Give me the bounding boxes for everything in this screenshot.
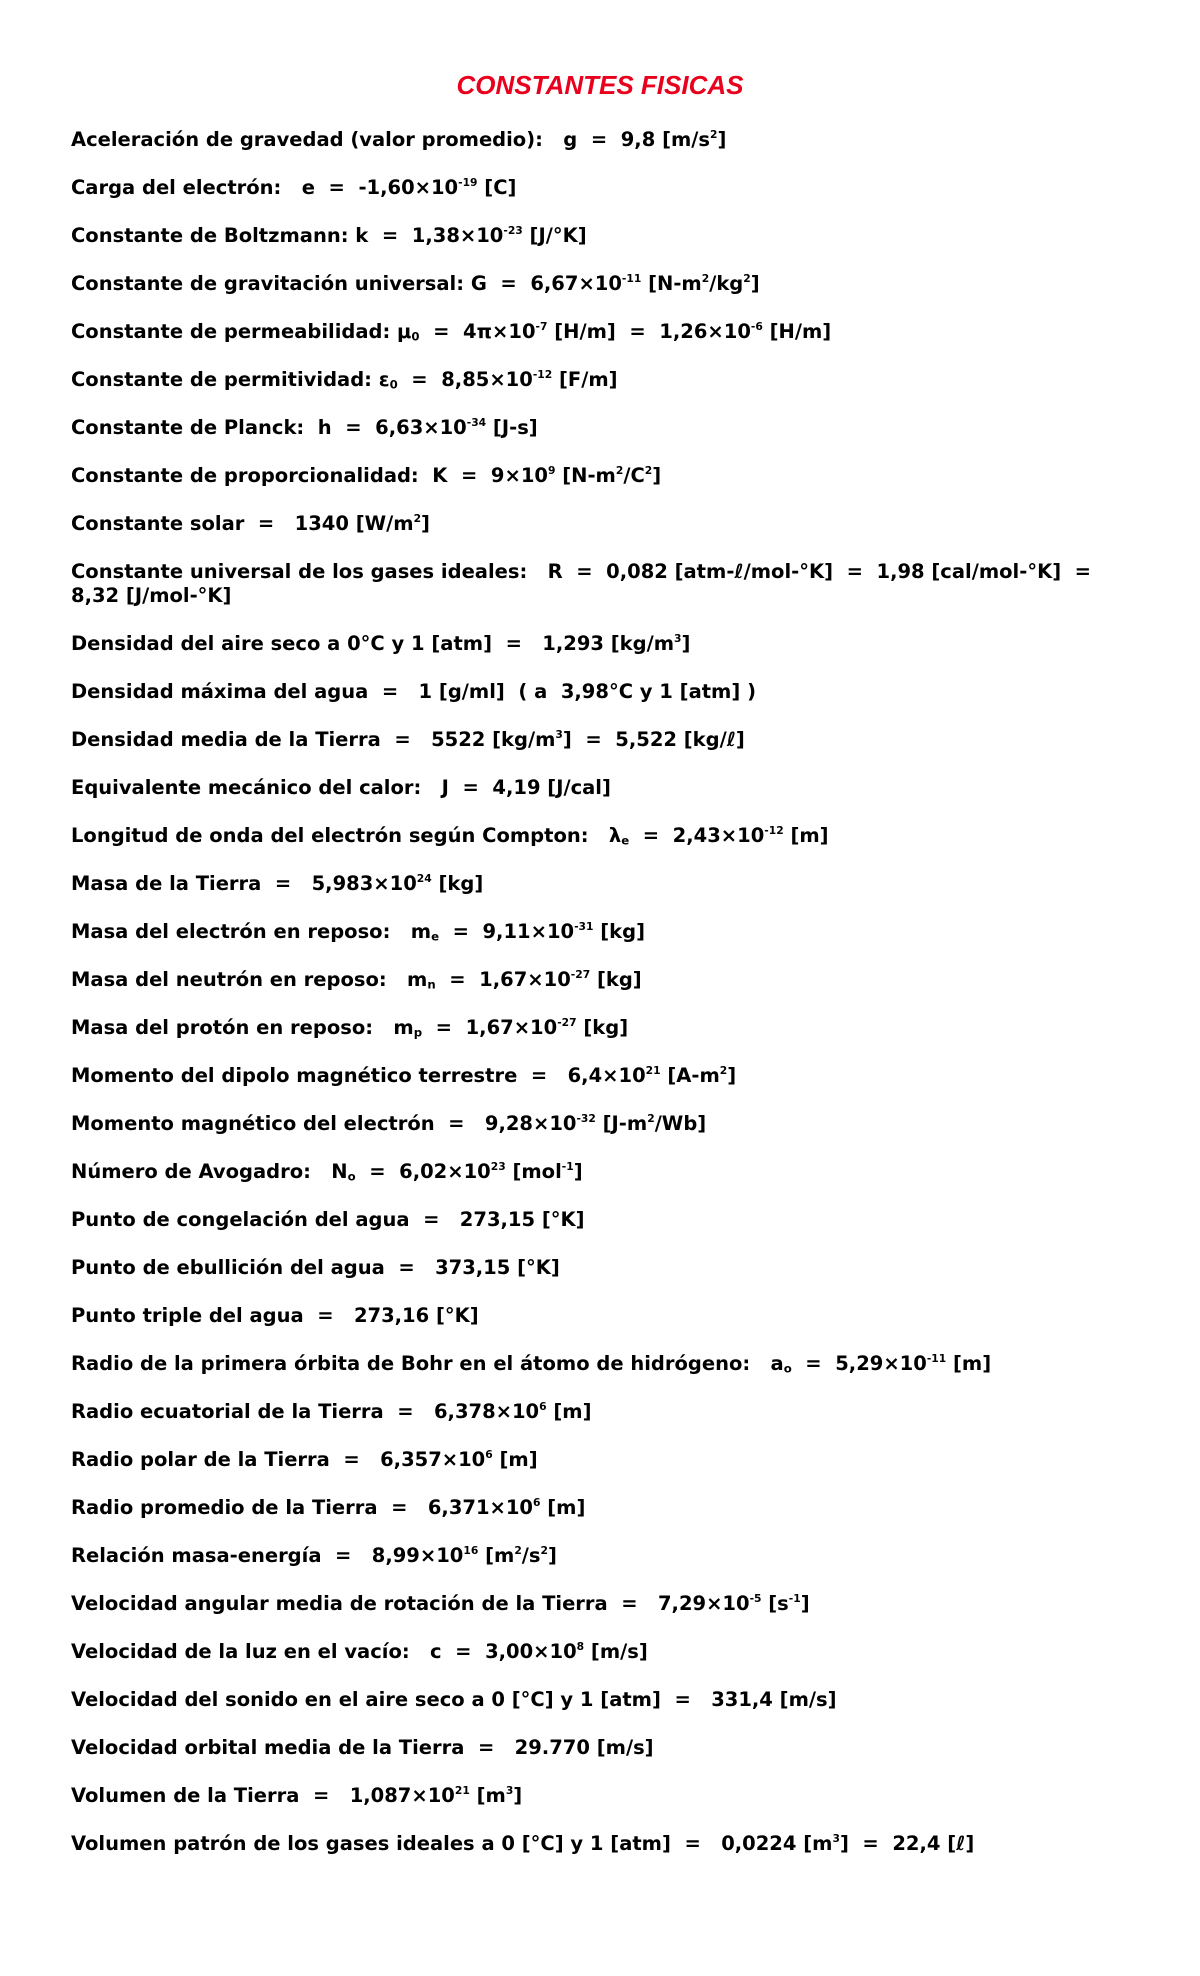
constant-text: Punto de congelación del agua = 273,15 [°K] [71, 1208, 585, 1231]
subscript: e [621, 833, 630, 848]
superscript: 16 [463, 1543, 479, 1557]
constant-item [71, 416, 1129, 440]
constant-text: [N-m [641, 272, 702, 295]
constant-text: Constante de Planck: h = 6,63×10 [71, 416, 467, 439]
subscript: o [783, 1361, 792, 1376]
superscript: 3 [555, 727, 563, 741]
constant-text: Constante de proporcionalidad: K = 9×10 [71, 464, 548, 487]
constant-text: [m] [540, 1496, 586, 1519]
constant-text: Constante de gravitación universal: G = 6,67×10 [71, 272, 622, 295]
superscript: 2 [644, 463, 653, 477]
superscript: -1 [788, 1591, 801, 1605]
superscript: 2 [540, 1543, 548, 1557]
constant-item [71, 1736, 1129, 1760]
constant-text: Longitud de onda del electrón según Compton: λ [71, 824, 622, 847]
constant-text: Constante universal de los gases ideales: R = 0,082 [atm-ℓ/mol-°K] = 1,98 [cal/mol-°K] = 8,32 [J/mol-°K] [71, 560, 1105, 607]
constant-item [71, 560, 1129, 608]
constant-item [71, 728, 1129, 752]
superscript: -34 [466, 415, 487, 429]
subscript: 0 [411, 329, 420, 344]
constant-item [71, 968, 1129, 992]
constant-text: Aceleración de gravedad (valor promedio): g = 9,8 [m/s [71, 128, 711, 151]
constant-text: [kg] [593, 920, 646, 943]
superscript: 2 [413, 511, 422, 525]
superscript: 6 [485, 1447, 493, 1461]
superscript: 2 [710, 127, 718, 141]
constant-text: ] = 22,4 [ℓ] [839, 1832, 975, 1855]
superscript: 2 [514, 1543, 522, 1557]
constant-text: Velocidad de la luz en el vacío: c = 3,00×10 [71, 1640, 577, 1663]
constant-text: ] = 5,522 [kg/ℓ] [562, 728, 745, 751]
superscript: 3 [674, 631, 682, 645]
constant-text: ] [547, 1544, 557, 1567]
constant-text: = 1,67×10 [422, 1016, 558, 1039]
constant-text: [mol [505, 1160, 562, 1183]
constant-item [71, 128, 1129, 152]
constant-item [71, 632, 1129, 656]
superscript: -23 [503, 223, 523, 237]
constant-text: = 5,29×10 [791, 1352, 927, 1375]
constant-text: ] [513, 1784, 523, 1807]
superscript: -19 [458, 175, 478, 189]
constant-text: [kg] [590, 968, 642, 991]
superscript: -11 [926, 1351, 947, 1365]
constant-text: Volumen patrón de los gases ideales a 0 [°C] y 1 [atm] = 0,0224 [m [71, 1832, 833, 1855]
constant-text: /kg [709, 272, 744, 295]
superscript: -27 [557, 1015, 577, 1029]
constant-item [71, 1688, 1129, 1712]
constant-text: ] [750, 272, 760, 295]
superscript: 9 [547, 463, 556, 477]
subscript: 0 [389, 377, 398, 392]
constant-text: = 8,85×10 [397, 368, 533, 391]
constant-text: Número de Avogadro: N [71, 1160, 348, 1183]
constant-text: Densidad del aire seco a 0°C y 1 [atm] = 1,293 [kg/m [71, 632, 675, 655]
subscript: n [427, 977, 436, 992]
superscript: -32 [576, 1111, 596, 1125]
superscript: -1 [561, 1159, 574, 1173]
constant-text: Momento magnético del electrón = 9,28×10 [71, 1112, 577, 1135]
constant-item [71, 1448, 1129, 1472]
constant-text: = 6,02×10 [355, 1160, 491, 1183]
constant-item [71, 176, 1129, 200]
constant-text: Radio de la primera órbita de Bohr en el átomo de hidrógeno: a [71, 1352, 784, 1375]
constant-item [71, 776, 1129, 800]
constant-text: = 2,43×10 [629, 824, 765, 847]
constant-text: [m [469, 1784, 506, 1807]
constant-text: [m] [492, 1448, 538, 1471]
constant-item [71, 1160, 1129, 1184]
superscript: 2 [719, 1063, 728, 1077]
constants-list [71, 128, 1129, 1880]
superscript: -27 [570, 967, 591, 981]
constant-text: Constante de permeabilidad: μ [71, 320, 412, 343]
constant-item [71, 824, 1129, 848]
constant-text: = 1,67×10 [435, 968, 571, 991]
constant-text: Punto de ebullición del agua = 373,15 [°K] [71, 1256, 560, 1279]
superscript: 24 [416, 871, 432, 885]
constant-item [71, 464, 1129, 488]
superscript: 21 [454, 1783, 470, 1797]
superscript: 2 [743, 271, 751, 285]
subscript: p [413, 1025, 423, 1040]
subscript: o [347, 1169, 356, 1184]
superscript: 2 [701, 271, 710, 285]
superscript: 21 [645, 1063, 661, 1077]
constant-text: Carga del electrón: e = -1,60×10 [71, 176, 459, 199]
constant-text: [J/°K] [522, 224, 587, 247]
constant-text: ] [717, 128, 727, 151]
constant-text: ] [800, 1592, 810, 1615]
constant-text: [H/m] = 1,26×10 [547, 320, 751, 343]
superscript: 8 [576, 1639, 585, 1653]
constant-item [71, 1832, 1129, 1856]
superscript: 23 [490, 1159, 506, 1173]
constant-item [71, 272, 1129, 296]
constant-text: Radio polar de la Tierra = 6,357×10 [71, 1448, 486, 1471]
constant-text: Velocidad angular media de rotación de la Tierra = 7,29×10 [71, 1592, 750, 1615]
constant-text: Relación masa-energía = 8,99×10 [71, 1544, 464, 1567]
constant-text: [kg] [431, 872, 484, 895]
constant-text: ] [421, 512, 430, 535]
constant-item [71, 1016, 1129, 1040]
superscript: 2 [647, 1111, 655, 1125]
constant-item [71, 1256, 1129, 1280]
constant-text: Radio promedio de la Tierra = 6,371×10 [71, 1496, 533, 1519]
constant-text: /Wb] [654, 1112, 707, 1135]
constant-item [71, 872, 1129, 896]
constant-text: [J-m [595, 1112, 648, 1135]
superscript: -31 [574, 919, 594, 933]
constant-text: Masa del neutrón en reposo: m [71, 968, 428, 991]
constant-item [71, 680, 1129, 704]
constant-item [71, 368, 1129, 392]
superscript: 3 [832, 1831, 840, 1845]
constant-text: = 4π×10 [419, 320, 536, 343]
constant-item [71, 1112, 1129, 1136]
constant-text: [F/m] [552, 368, 618, 391]
constant-text: [N-m [555, 464, 616, 487]
constant-item [71, 1592, 1129, 1616]
constant-text: [m [478, 1544, 515, 1567]
constant-text: Radio ecuatorial de la Tierra = 6,378×10 [71, 1400, 540, 1423]
constant-text: Masa del protón en reposo: m [71, 1016, 414, 1039]
superscript: -11 [621, 271, 642, 285]
constant-text: [A-m [660, 1064, 720, 1087]
superscript: 6 [533, 1495, 541, 1509]
constant-text: Equivalente mecánico del calor: J = 4,19 [J/cal] [71, 776, 611, 799]
constant-item [71, 1640, 1129, 1664]
superscript: -5 [749, 1591, 762, 1605]
superscript: 6 [539, 1399, 547, 1413]
constant-text: ] [727, 1064, 737, 1087]
constant-text: ] [652, 464, 662, 487]
constant-text: [m/s] [584, 1640, 648, 1663]
constant-text: Velocidad orbital media de la Tierra = 29.770 [m/s] [71, 1736, 654, 1759]
constant-item [71, 512, 1129, 536]
constant-text: [s [761, 1592, 789, 1615]
constant-text: Momento del dipolo magnético terrestre = 6,4×10 [71, 1064, 646, 1087]
subscript: e [431, 929, 439, 944]
constant-text: Densidad máxima del agua = 1 [g/ml] ( a 3,98°C y 1 [atm] ) [71, 680, 756, 703]
page-title: CONSTANTES FISICAS [456, 70, 744, 100]
constant-text: Densidad media de la Tierra = 5522 [kg/m [71, 728, 556, 751]
constant-text: Constante de permitividad: ε [71, 368, 390, 391]
constant-item [71, 920, 1129, 944]
constant-text: Velocidad del sonido en el aire seco a 0 [°C] y 1 [atm] = 331,4 [m/s] [71, 1688, 837, 1711]
constant-text: [m] [546, 1400, 592, 1423]
constant-text: ] [681, 632, 691, 655]
constant-text: Volumen de la Tierra = 1,087×10 [71, 1784, 455, 1807]
superscript: 3 [505, 1783, 514, 1797]
constant-text: Constante de Boltzmann: k = 1,38×10 [71, 224, 504, 247]
constant-text: [m] [783, 824, 829, 847]
constant-item [71, 1304, 1129, 1328]
constant-item [71, 1400, 1129, 1424]
constant-item [71, 224, 1129, 248]
constant-text: ] [573, 1160, 583, 1183]
constant-item [71, 1784, 1129, 1808]
superscript: -6 [750, 319, 763, 333]
constant-item [71, 1496, 1129, 1520]
constant-item [71, 1352, 1129, 1376]
constant-text: [m] [946, 1352, 992, 1375]
constant-text: [H/m] [762, 320, 832, 343]
constant-text: [kg] [576, 1016, 629, 1039]
constant-item [71, 1208, 1129, 1232]
superscript: -7 [535, 319, 548, 333]
constant-item [71, 1064, 1129, 1088]
constant-text: /C [623, 464, 645, 487]
constant-item [71, 320, 1129, 344]
constant-text: Constante solar = 1340 [W/m [71, 512, 414, 535]
superscript: -12 [532, 367, 553, 381]
constant-text: = 9,11×10 [439, 920, 575, 943]
constant-text: Masa del electrón en reposo: m [71, 920, 432, 943]
constant-item [71, 1544, 1129, 1568]
superscript: 2 [615, 463, 624, 477]
constant-text: Punto triple del agua = 273,16 [°K] [71, 1304, 479, 1327]
constant-text: /s [521, 1544, 541, 1567]
constant-text: Masa de la Tierra = 5,983×10 [71, 872, 417, 895]
constant-text: [C] [477, 176, 517, 199]
constant-text: [J-s] [486, 416, 538, 439]
superscript: -12 [764, 823, 784, 837]
